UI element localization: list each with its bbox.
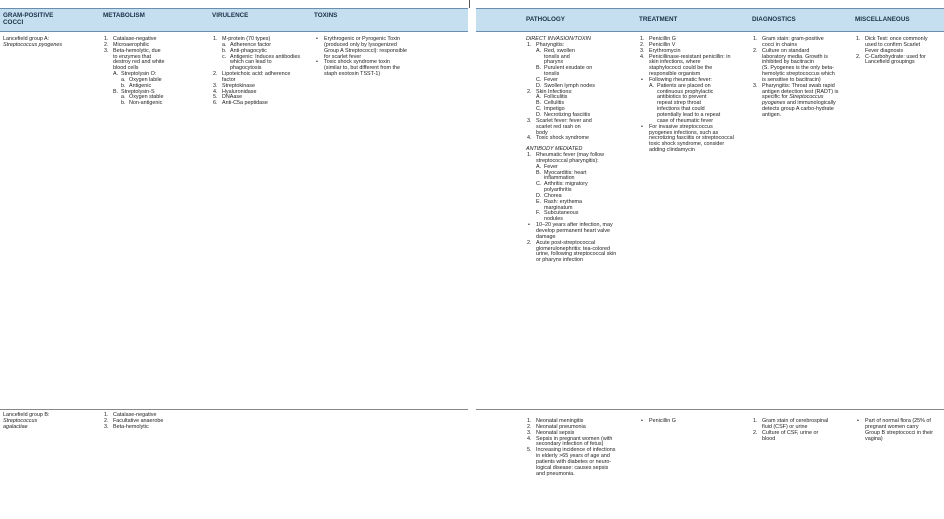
list-item: 2. C-Carbohydrate: used for Lancefield groupings (856, 53, 926, 66)
pathology-heading-direct: DIRECT INVASION/TOXIN (526, 36, 591, 42)
list-item: B. Purulent exudate on tonsils (536, 65, 593, 78)
group-b-pathology (526, 419, 626, 477)
left-header-row (0, 8, 468, 32)
list-item: a. Oxygen labile (121, 76, 162, 83)
list-item: 1. Neonatal meningitis (527, 418, 584, 424)
header-pathology: PATHOLOGY (526, 16, 565, 23)
list-item: E. Rash: erythema marginatum (536, 198, 583, 211)
list-item: B. Cellulitis (536, 100, 565, 107)
group-a-diagnostics (752, 37, 848, 119)
list-item: • Following rheumatic fever: A. Patients are placed on continuous prophylactic antibiotics to prevent repeat strep throat infections that could potentially lead to a repeat case of rheumatic fever (639, 78, 743, 125)
list-item: 1. Gram stain: gram-positive cocci in chains (753, 36, 824, 48)
right-header-row (476, 8, 944, 32)
list-item: a. Adherence factor (222, 41, 272, 48)
list-item: • 10–20 years after infection, may develop permanent heart valve damage (526, 223, 626, 241)
list-item: b. Anti-phagocytic (222, 47, 267, 54)
group-b-diagnostics (752, 419, 848, 442)
list-item: 2. Culture on standard laboratory media. Growth is inhibited by bacitracin (S. Pyogenes is the only beta-hemolytic streptococcus which is sensitive to bacitracin) (753, 47, 835, 83)
list-item: 1. Penicillin G (640, 36, 676, 42)
group-a-label: Lancefield group A: (3, 36, 50, 42)
group-b-misc (855, 419, 941, 442)
list-item: 2. Neonatal pneumonia (527, 423, 586, 430)
group-b-treatment (639, 419, 743, 425)
list-item: b. Non-antigenic (121, 100, 163, 107)
list-item: 3. Streptokinase (213, 82, 255, 89)
list-item: D. Necrotizing fasciitis (536, 111, 591, 118)
list-item: D. Chorea (536, 192, 562, 199)
list-item: C. Arthritis: migratory polyarthritis (536, 181, 588, 194)
list-item: 3. Beta-hemolytic (104, 423, 149, 430)
list-item: 2. Penicillin V (640, 41, 676, 48)
group-b-name (3, 413, 83, 431)
list-item: C. Fever (536, 76, 558, 83)
list-item: B. Myocarditis: heart inflammation (536, 169, 587, 182)
group-a-metabolism (103, 37, 195, 107)
group-a-virulence (212, 37, 304, 107)
group-b-species: Streptococcus agalactiae (3, 417, 38, 430)
list-item: 5. Increasing incidence of infections in elderly >65 years of age and patients with diabetes or neuro-logical disease: causes sepsis and pneumonia. (527, 447, 616, 477)
list-item: 3. Beta-hemolytic, due to enzymes that destroy red and white blood cells A. Streptolysin O: a. Oxygen labile b. Antigenic B. Streptolysin-S a. Oxygen stable b. Non-antigenic (103, 49, 195, 107)
list-item: • Toxic shock syndrome toxin (similar to, but different from the staph exotoxin TSST-1) (314, 60, 408, 78)
list-item: 4. Toxic shock syndrome (527, 135, 590, 142)
list-item: A. Streptolysin O: a. Oxygen labile b. Antigenic (113, 72, 195, 90)
row-divider (0, 409, 468, 410)
page-gutter (469, 0, 476, 8)
right-page (476, 0, 944, 519)
list-item: 2. Skin Infections: A. Folliculitis B. Cellulitis C. Impetigo D. Necrotizing fasciitis (526, 90, 626, 119)
group-a-species: Streptococcus pyogenes (3, 41, 63, 48)
list-item: A. Fever (536, 163, 558, 170)
header-gram-positive-cocci: GRAM-POSITIVE COCCI (3, 12, 54, 27)
header-virulence: VIRULENCE (212, 12, 249, 19)
pathology-heading-antibody: ANTIBODY MEDIATED (526, 146, 583, 153)
list-item: 4. Hyaluronidase (213, 88, 257, 95)
list-item: b. Antigenic (121, 82, 152, 89)
list-item: c. Antigenic: Induces antibodies which can lead to phagocytosis (222, 53, 301, 72)
left-page (0, 0, 468, 519)
group-a-name (3, 37, 91, 49)
list-item: A. Red, swollen tonsils and pharynx (536, 47, 575, 66)
list-item: • Erythrogenic or Pyrogenic Toxin (produced only by lysogenized Group A Streptococci): responsible for scarlet fever (314, 37, 408, 60)
header-diagnostics: DIAGNOSTICS (752, 16, 796, 23)
header-metabolism: METABOLISM (103, 12, 145, 19)
list-item: 5. DNAase (213, 94, 243, 101)
list-item: 3. Pharyngitis: Throat swab rapid antigen detection test (RADT) is specific for Streptococcus pyogenes and immunologically detects group A carbo-hydrate antigen. (753, 82, 839, 118)
group-a-treatment (639, 37, 743, 154)
list-item: • For invasive streptococcus pyogenes infections, such as necrotizing fasciitis or streptococcal toxic shock syndrome, consider adding clindamycin (639, 125, 743, 154)
list-item: 1. Catalase-negative (104, 36, 157, 42)
list-item: • Penicillin G (639, 419, 743, 425)
row-divider (476, 409, 944, 410)
list-item: 1. Rheumatic fever (may follow streptococcal pharyngitis): A. Fever B. Myocarditis: heart inflammation C. Arthritis: migratory polyarthritis D. Chorea E. Rash: erythema marginatum F. Subcutaneous nodules (526, 153, 626, 223)
group-b-metabolism (103, 413, 195, 431)
list-item: 1. Catalase-negative (104, 412, 157, 418)
header-toxins: TOXINS (314, 12, 338, 19)
list-item: D. Swollen lymph nodes (536, 82, 595, 89)
list-item: 6. Anti-C5a peptidase (213, 100, 268, 107)
group-b-label: Lancefield group B: (3, 412, 50, 418)
list-item: 2. Acute post-streptococcal glomerulonephritis: tea-colored urine, following streptococcal skin or pharynx infection (527, 239, 617, 264)
group-a-toxins (314, 37, 408, 78)
list-item: 2. Microaerophilic (104, 41, 150, 48)
list-item: 3. Neonatal sepsis (527, 429, 575, 436)
list-item: B. Streptolysin-S a. Oxygen stable b. Non-antigenic (113, 90, 195, 108)
list-item: C. Impetigo (536, 106, 565, 113)
list-item: a. Oxygen stable (121, 94, 164, 101)
list-item: 4. Penicillinase-resistant penicillin: in skin infections, where staphylococci could be the responsible organism (640, 53, 731, 78)
list-item: 2. Lipoteichoic acid: adherence factor (213, 71, 291, 83)
header-miscellaneous: MISCELLANEOUS (855, 16, 910, 23)
header-treatment: TREATMENT (639, 16, 678, 23)
list-item: 1. M-protein (70 types) a. Adherence factor b. Anti-phagocytic c. Antigenic: Induces antibodies which can lead to phagocytosis (212, 37, 304, 72)
list-item: • Part of normal flora (25% of pregnant women carry Group B streptococci in their vagina) (855, 419, 941, 442)
group-a-misc (855, 37, 941, 66)
list-item: 1. Pharyngitis: A. Red, swollen tonsils and pharynx B. Purulent exudate on tonsils C. Fever D. Swollen lymph nodes (526, 43, 626, 90)
list-item: 2. Facultative anaerobe (104, 417, 164, 424)
list-item: A. Folliculitis (536, 94, 568, 101)
list-item: A. Patients are placed on continuous prophylactic antibiotics to prevent repeat strep throat infections that could potentially lead to a repeat case of rheumatic fever (649, 82, 721, 124)
group-a-pathology (526, 37, 626, 264)
list-item: F. Subcutaneous nodules (536, 210, 579, 223)
list-item: 1. Gram stain of cerebrospinal fluid (CSF) or urine (753, 418, 829, 430)
list-item: 4. Sepsis in pregnant women (with secondary infection of fetus) (527, 435, 613, 448)
list-item: 2. Culture of CSF, urine or blood (753, 429, 819, 442)
list-item: 3. Scarlet fever: fever and scarlet red rash on body (527, 117, 592, 136)
list-item: 1. Dick Test: once commonly used to confirm Scarlet Fever diagnosis (856, 36, 928, 54)
list-item: 3. Erythromycin (640, 47, 681, 54)
